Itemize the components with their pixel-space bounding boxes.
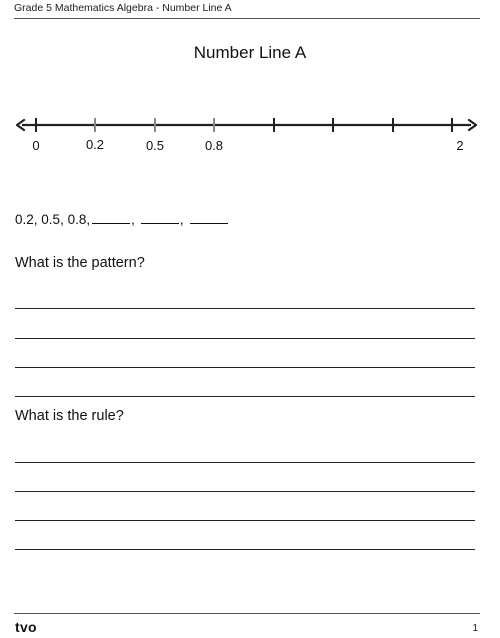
writing-line[interactable] [15, 549, 475, 550]
sequence-value: 0.2, [15, 212, 38, 227]
pattern-question: What is the pattern? [15, 255, 145, 271]
tick-label: 0.5 [145, 138, 165, 153]
answer-blank[interactable] [92, 211, 130, 224]
writing-line[interactable] [15, 520, 475, 521]
header-title: Grade 5 Mathematics Algebra - Number Line A [14, 2, 232, 14]
tick-label: 0.2 [85, 137, 105, 152]
writing-line[interactable] [15, 462, 475, 463]
tick-label: 2 [456, 138, 464, 153]
writing-line[interactable] [15, 396, 475, 397]
worksheet-title: Number Line A [193, 43, 307, 62]
sequence-comma: , [131, 212, 135, 227]
writing-line[interactable] [15, 308, 475, 309]
sequence-comma: , [179, 212, 184, 227]
writing-line[interactable] [15, 491, 475, 492]
writing-line[interactable] [15, 367, 475, 368]
tvo-logo: tvo [15, 619, 37, 635]
footer-divider [14, 613, 480, 614]
writing-line[interactable] [15, 338, 475, 339]
answer-blank[interactable] [190, 211, 228, 224]
page-number: 1 [472, 623, 478, 634]
tick-label: 0 [32, 138, 40, 153]
number-line [0, 112, 500, 162]
answer-blank[interactable] [141, 211, 179, 224]
sequence-value: 0.8, [67, 212, 91, 227]
tick-label: 0.8 [204, 138, 224, 153]
rule-question: What is the rule? [15, 408, 124, 424]
header-divider [14, 18, 480, 19]
number-sequence [15, 211, 228, 227]
sequence-value: 0.5, [41, 212, 64, 227]
